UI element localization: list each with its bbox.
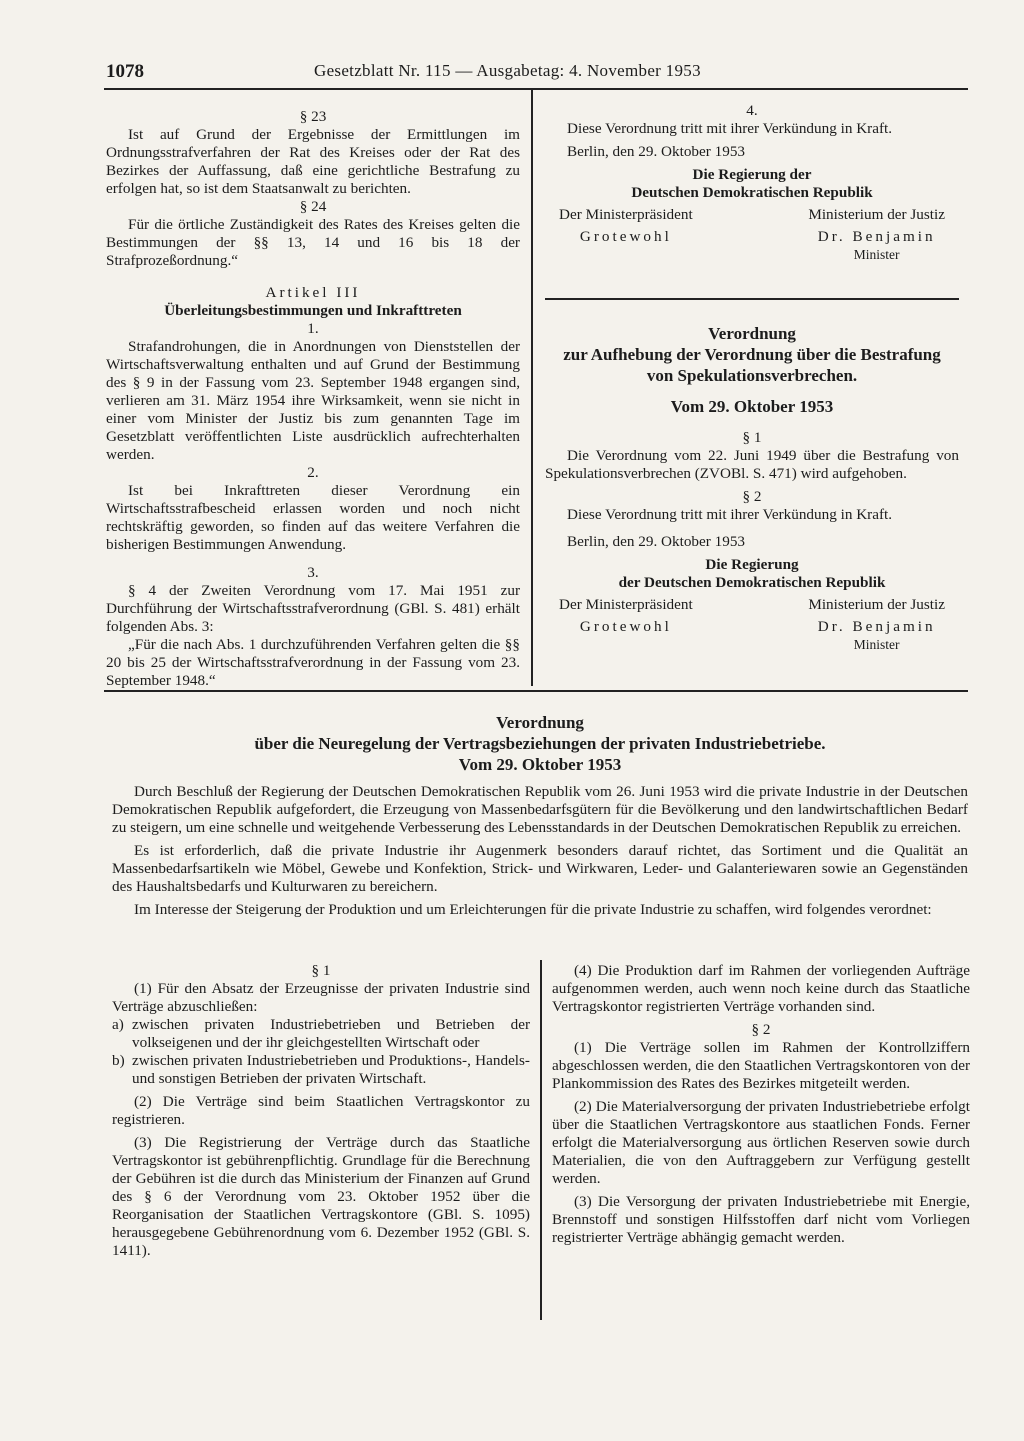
decree-2-signature-block bbox=[545, 596, 959, 654]
decree-2-signature-right-role: Minister bbox=[853, 637, 900, 652]
signature-right-title: Ministerium der Justiz bbox=[808, 206, 945, 223]
decree-2-government-2: der Deutschen Demokratischen Republik bbox=[618, 574, 886, 591]
decree-2-signature-right bbox=[808, 596, 945, 654]
list-text-b: zwischen privaten Industriebetrieben und Produktions-, Handels- und sonstigen Betrieben der privaten Wirtschaft. bbox=[132, 1052, 530, 1087]
item-1-number: 1. bbox=[307, 320, 319, 337]
decree-3-title: Verordnung bbox=[496, 713, 584, 732]
signature-left-title: Der Ministerpräsident bbox=[559, 206, 693, 223]
page-number: 1078 bbox=[106, 61, 144, 82]
section-23-text: Ist auf Grund der Ergebnisse der Ermittlungen im Ordnungsstrafverfahren der Rat des Kreises oder der Rat des Bezirkes der Auffassung, daß eine gerichtliche Bestrafung zu erfolgen hat, so ist dem Staatsanwalt zu berichten. bbox=[106, 126, 520, 197]
decree-3-section-2-para-2: (2) Die Materialversorgung der privaten Industriebetriebe erfolgt über die Staatlichen Vertragskontore aus staatlichen Fonds. Ferner erfolgt die Materialversorgung aus örtlichen Reserven sowie durch Materialien, die von den Auftraggebern zur Verfügung gestellt werden. bbox=[552, 1098, 970, 1187]
article-3-subheading: Überleitungsbestimmungen und Inkrafttreten bbox=[164, 302, 462, 319]
decree-2-date: Vom 29. Oktober 1953 bbox=[670, 397, 834, 416]
signature-left bbox=[559, 206, 693, 264]
column-divider-bottom bbox=[540, 960, 542, 1320]
full-width-rule bbox=[104, 690, 968, 692]
section-24-heading: § 24 bbox=[299, 198, 327, 215]
list-label-a: a) bbox=[112, 1016, 124, 1033]
decree-2-signature-left bbox=[559, 596, 693, 654]
decree-3-section-2-para-1: (1) Die Verträge sollen im Rahmen der Kontrollziffern abgeschlossen werden, die den Staatlichen Vertragskontoren von der Plankommission des Rates des Bezirkes mitgeteilt werden. bbox=[552, 1039, 970, 1092]
decree-2-section-2-heading: § 2 bbox=[742, 488, 762, 505]
list-label-b: b) bbox=[112, 1052, 125, 1069]
item-4-number: 4. bbox=[746, 102, 758, 119]
bottom-right-column bbox=[552, 962, 970, 1247]
right-column-top bbox=[545, 102, 959, 264]
decree-3-section-1-para-1: (1) Für den Absatz der Erzeugnisse der privaten Industrie sind Verträge abzuschließen: bbox=[112, 980, 530, 1015]
bottom-left-column bbox=[112, 962, 530, 1260]
section-24-text: Für die örtliche Zuständigkeit des Rates des Kreises gelten die Bestimmungen der §§ 13, 14 und 16 bis 18 der Strafprozeßordnung.“ bbox=[106, 216, 520, 269]
item-3-text: § 4 der Zweiten Verordnung vom 17. Mai 1951 zur Durchführung der Wirtschaftsstrafverordnung (GBl. S. 481) erhält folgenden Abs. 3: bbox=[106, 582, 520, 635]
right-section-rule bbox=[545, 298, 959, 300]
item-3-quote: „Für die nach Abs. 1 durchzuführenden Verfahren gelten die §§ 20 bis 25 der Wirtschaftsstrafverordnung in der Fassung vom 23. September 1948.“ bbox=[106, 636, 520, 689]
decree-3-section-2-heading: § 2 bbox=[751, 1021, 771, 1038]
item-2-number: 2. bbox=[307, 464, 319, 481]
government-line-2: Deutschen Demokratischen Republik bbox=[631, 184, 873, 201]
decree-3-list-item-b bbox=[112, 1052, 530, 1088]
decree-3-section-1-heading: § 1 bbox=[311, 962, 331, 979]
item-3-number: 3. bbox=[307, 564, 319, 581]
decree-2-signature-right-name: Dr. Benjamin bbox=[817, 618, 936, 635]
decree-2-subtitle-2: von Spekulationsverbrechen. bbox=[646, 366, 858, 385]
item-1-text: Strafandrohungen, die in Anordnungen von Dienststellen der Wirtschaftsverwaltung enthalten und auf Grund der Bestimmung des § 9 in der Fassung vom 23. September 1948 ergangen sind, verlieren am 31. März 1954 ihre Wirksamkeit, wenn sie nicht in einer vom Minister der Justiz bis zum genannten Tage im Gesetzblatt veröffentlichten Liste ausdrücklich aufrechterhalten werden. bbox=[106, 338, 520, 463]
column-divider-top bbox=[531, 90, 533, 686]
decree-3-date: Vom 29. Oktober 1953 bbox=[458, 755, 622, 774]
decree-2-signature-left-title: Der Ministerpräsident bbox=[559, 596, 693, 613]
signature-left-name: Grotewohl bbox=[579, 228, 672, 245]
item-2-text: Ist bei Inkrafttreten dieser Verordnung ein Wirtschaftsstrafbescheid erlassen worden und noch nicht rechtskräftig geworden, so finden auf das weitere Verfahren die bisherigen Bestimmungen Anwendung. bbox=[106, 482, 520, 553]
decree-2-section-1-text: Die Verordnung vom 22. Juni 1949 über die Bestrafung von Spekulationsverbrechen (ZVOBl. S. 471) wird aufgehoben. bbox=[545, 447, 959, 482]
right-column-mid bbox=[545, 323, 959, 654]
header-rule bbox=[104, 88, 968, 90]
decree-2-subtitle-1: zur Aufhebung der Verordnung über die Bestrafung bbox=[563, 345, 941, 364]
decree-3-list-item-a bbox=[112, 1016, 530, 1052]
decree-3-section-1-para-3: (3) Die Registrierung der Verträge durch das Staatliche Vertragskontor ist gebührenpflichtig. Grundlage für die Berechnung der Gebühren ist die durch das Ministerium der Finanzen auf Grund des § 6 der Verordnung vom 23. Oktober 1952 über die Reorganisation der Staatlichen Vertragskontore (GBl. S. 1095) herausgegebene Gebührenordnung vom 6. Dezember 1952 (GBl. S. 1411). bbox=[112, 1134, 530, 1259]
list-text-a: zwischen privaten Industriebetrieben und Betrieben der volkseigenen und der ihr gleichgestellten Wirtschaft oder bbox=[132, 1016, 530, 1051]
decree-2-title: Verordnung bbox=[708, 324, 796, 343]
decree-3-section-1-para-2: (2) Die Verträge sind beim Staatlichen Vertragskontor zu registrieren. bbox=[112, 1093, 530, 1128]
decree-2-place-date: Berlin, den 29. Oktober 1953 bbox=[567, 533, 746, 550]
signature-right-role: Minister bbox=[853, 247, 900, 262]
decree-3-section-2-para-3: (3) Die Versorgung der privaten Industriebetriebe mit Energie, Brennstoff und sonstigen Hilfsstoffen darf nicht vom Vorliegen registrierter Verträge abhängig gemacht werden. bbox=[552, 1193, 970, 1246]
decree-2-signature-right-title: Ministerium der Justiz bbox=[808, 596, 945, 613]
decree-2-government-1: Die Regierung bbox=[705, 556, 799, 573]
left-column-top bbox=[106, 108, 520, 690]
decree-3-intro-2: Es ist erforderlich, daß die private Industrie ihr Augenmerk besonders darauf richtet, das Sortiment und die Qualität an Massenbedarfsartikeln wie Möbel, Gewebe und Konfektion, Strick- und Wirkwaren, Leder- und Galanteriewaren sowie an Gegenständen des Haushaltsbedarfs und Kulturwaren zu bereichern. bbox=[112, 842, 968, 895]
decree-3-subtitle: über die Neuregelung der Vertragsbeziehungen der privaten Industriebetriebe. bbox=[254, 734, 826, 753]
bottom-full-width bbox=[112, 712, 968, 919]
place-date: Berlin, den 29. Oktober 1953 bbox=[567, 143, 746, 160]
item-4-text: Diese Verordnung tritt mit ihrer Verkündung in Kraft. bbox=[567, 120, 893, 137]
signature-block bbox=[545, 206, 959, 264]
article-3-heading: Artikel III bbox=[265, 284, 361, 301]
decree-2-section-2-text: Diese Verordnung tritt mit ihrer Verkündung in Kraft. bbox=[567, 506, 893, 523]
signature-right bbox=[808, 206, 945, 264]
signature-right-name: Dr. Benjamin bbox=[817, 228, 936, 245]
decree-2-section-1-heading: § 1 bbox=[742, 429, 762, 446]
decree-3-intro-3: Im Interesse der Steigerung der Produktion und um Erleichterungen für die private Industrie zu schaffen, wird folgendes verordnet: bbox=[134, 901, 932, 918]
section-23-heading: § 23 bbox=[299, 108, 327, 125]
decree-2-signature-left-name: Grotewohl bbox=[579, 618, 672, 635]
decree-3-intro-1: Durch Beschluß der Regierung der Deutschen Demokratischen Republik vom 26. Juni 1953 wird die private Industrie in der Deutschen Demokratischen Republik aufgefordert, die Erzeugung von Massenbedarfsgütern für die Bevölkerung und den landwirtschaftlichen Bedarf zu steigern, um eine schnelle und weitgehende Verbesserung des Lebensstandards in der Deutschen Demokratischen Republik zu erreichen. bbox=[112, 783, 968, 836]
decree-3-section-1-para-4: (4) Die Produktion darf im Rahmen der vorliegenden Aufträge aufgenommen werden, auch wenn noch keine durch das Staatliche Vertragskontor registrierten Verträge vorhanden sind. bbox=[552, 962, 970, 1015]
government-line-1: Die Regierung der bbox=[692, 166, 812, 183]
gazette-header: Gesetzblatt Nr. 115 — Ausgabetag: 4. November 1953 bbox=[314, 61, 701, 80]
